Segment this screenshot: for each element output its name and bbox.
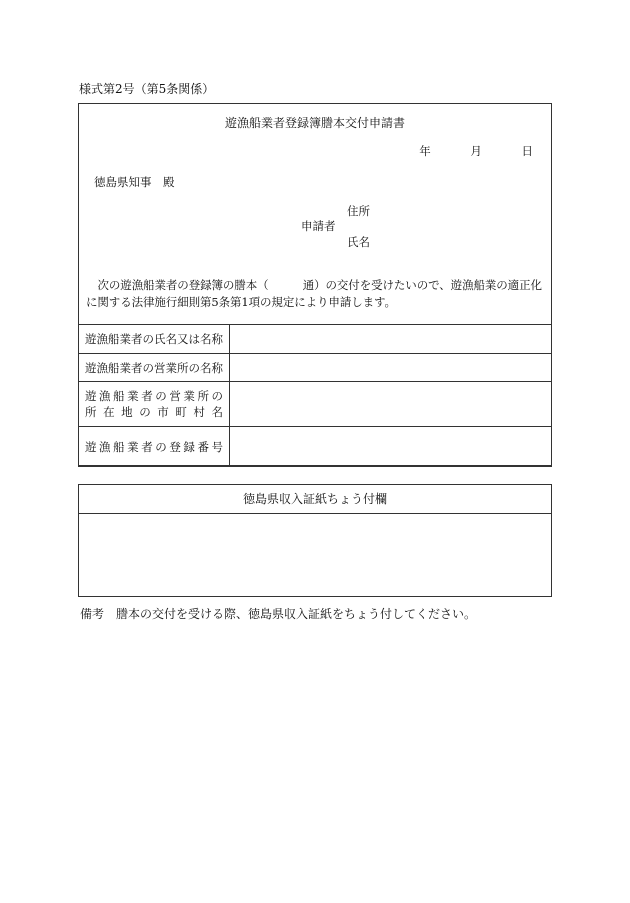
date-line — [419, 143, 533, 159]
field-label-operator-name: 遊漁船業者の氏名又は名称 — [79, 325, 230, 354]
addressee: 徳島県知事 殿 — [94, 175, 175, 189]
field-value-operator-name[interactable] — [230, 325, 552, 354]
name-label: 氏名 — [347, 235, 370, 249]
table-row — [79, 354, 552, 382]
field-value-office-name[interactable] — [230, 354, 552, 382]
field-label-registration-number — [79, 427, 230, 467]
field-value-office-municipality[interactable] — [230, 382, 552, 427]
table-row — [79, 427, 552, 467]
field-label-text: 遊漁船業者の登録番号 — [85, 439, 223, 454]
table-row — [79, 325, 552, 354]
table-row — [79, 382, 552, 427]
date-day: 日 — [521, 144, 533, 158]
date-year: 年 — [419, 144, 431, 158]
form-title: 遊漁船業者登録簿謄本交付申請書 — [224, 116, 405, 130]
stamp-area — [79, 514, 551, 596]
application-statement: 次の遊漁船業者の登録簿の謄本（ 通）の交付を受けたいので、遊漁船業の適正化に関する法律施行細則第5条第1項の規定により申請します。 — [86, 278, 542, 309]
date-month: 月 — [470, 144, 482, 158]
remarks-note: 備考 謄本の交付を受ける際、徳島県収入証紙をちょう付してください。 — [80, 607, 477, 621]
field-label-line-1: 遊漁船業者の営業所の — [85, 389, 223, 403]
fields-table — [78, 324, 552, 467]
revenue-stamp-section — [78, 484, 552, 597]
field-value-registration-number[interactable] — [230, 427, 552, 467]
form-number: 様式第2号（第5条関係） — [79, 82, 215, 96]
field-label-office-name: 遊漁船業者の営業所の名称 — [79, 354, 230, 382]
address-label: 住所 — [347, 204, 370, 218]
application-form — [78, 103, 552, 466]
applicant-label: 申請者 — [301, 219, 336, 233]
stamp-section-title: 徳島県収入証紙ちょう付欄 — [79, 485, 551, 514]
field-label-line-2: 所在地の市町村名 — [85, 405, 223, 419]
field-label-office-municipality — [79, 382, 230, 427]
